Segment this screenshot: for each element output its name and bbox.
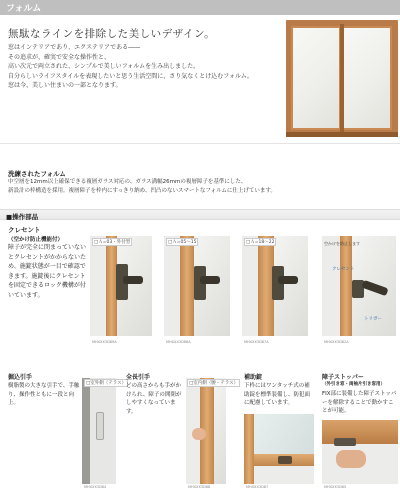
photo-caption: □Ａ=05～15 <box>168 240 197 245</box>
intro-line: 高い次元で両立された、シンプルで美しいフォルムを生み出しました。 <box>8 63 200 70</box>
full-length-handle-body: どの高さからも手がかけられ、障子の開閉がしやすくなっています。 <box>126 383 182 415</box>
grip-handle-heading: 掘込引手 <box>8 374 33 381</box>
sash-stopper-subheading: （外引き窓・両袖片引き窓用） <box>322 382 385 387</box>
crescent-photo-3 <box>242 236 308 336</box>
divider <box>0 143 400 144</box>
refined-form-line: 新設計の枠構造を採用。複層障子を枠内にすっきり納め、凹凸のないスマートなフォルムに仕上げています。 <box>8 187 276 194</box>
window-mullion <box>340 24 344 132</box>
photo-code: MHXXX3D87 <box>246 485 269 489</box>
parts-bar <box>0 209 400 220</box>
photo-code: MHXXX3D85 <box>324 485 347 489</box>
photo-caption: □Ａ=03・外付型 <box>94 240 131 245</box>
section-title: フォルム <box>6 4 42 14</box>
photo-caption: □Ａ=18～22 <box>246 240 275 245</box>
photo-caption: 空かけを防止します <box>324 241 360 246</box>
crescent-photo-1 <box>90 236 152 336</box>
grip-handle-body: 樹脂製の大きな引手で、手触り、操作性ともに一段と向上。 <box>8 383 80 406</box>
crescent-subheading: （空かけ防止機能付） <box>8 237 64 243</box>
photo-caption: □室内側（腰・テラス） <box>189 381 239 386</box>
crescent-photo-4 <box>322 236 396 336</box>
crescent-heading: クレセント <box>8 226 41 234</box>
intro-line: 窓は今、美しい住まいの一部となります。 <box>8 82 122 89</box>
refined-form-line: 中空層を12mm以上確保できる複層ガラス対応の、ガラス溝幅26mmの複層障子を基準にした、 <box>8 179 247 185</box>
sash-stopper-heading: 障子ストッパー <box>322 374 364 381</box>
parts-title: ■操作部品 <box>6 213 39 221</box>
window-illustration <box>286 20 398 137</box>
crescent-photo-2 <box>164 236 230 336</box>
sash-stopper-body: FIX部に装備した障子ストッパーを解除することで動かすことが可能。 <box>322 391 397 414</box>
crescent-label: クレセント <box>332 267 355 272</box>
auxiliary-lock-body: 下枠にはワンタッチ式の補助錠を標準装備し、防犯面に配慮しています。 <box>244 383 311 406</box>
photo-code: MHXXX3D89A <box>92 340 117 344</box>
refined-form-body <box>8 178 276 195</box>
refined-form-heading: 洗練されたフォルム <box>8 170 66 178</box>
crescent-body: 障子が完全に閉まっていないとクレセントがかからないため、施錠状態が一目で確認できます。施錠後にクレセントを固定できるロック機構が付いています。 <box>8 244 87 299</box>
window-sill <box>286 132 398 137</box>
grip-handle-photo <box>82 378 116 484</box>
window-pane-left <box>291 26 341 130</box>
intro-line: 窓はインテリアであり、エクステリアである―― <box>8 44 141 51</box>
intro-line: 自分らしいライフスタイルを表現したいと思う生活空間に、さり気なくとけ込むフォルム。 <box>8 72 253 80</box>
sash-stopper-photo <box>322 420 398 484</box>
photo-code: MHXXX3D88 <box>188 485 211 489</box>
intro-text <box>8 43 278 91</box>
intro-line: その追求が、確実で安全な操作性と、 <box>8 53 111 61</box>
photo-code: MHXXX3D84 <box>84 485 107 489</box>
tagline: 無駄なラインを排除した美しいデザイン。 <box>8 28 216 40</box>
photo-code: MHXXX3D82A <box>324 340 349 344</box>
auxiliary-lock-photo <box>244 414 314 484</box>
full-length-handle-heading: 全長引手 <box>126 374 151 381</box>
trigger-label: トリガー <box>364 317 382 322</box>
header-bar <box>0 0 400 15</box>
photo-code: MHXXX3D88A <box>166 340 191 344</box>
photo-caption: □室外側（テラス） <box>86 381 127 386</box>
window-pane-right <box>342 26 392 130</box>
full-length-handle-photo <box>186 378 226 484</box>
photo-code: MHXXX3D87A <box>244 340 269 344</box>
auxiliary-lock-heading: 補助錠 <box>244 374 263 381</box>
